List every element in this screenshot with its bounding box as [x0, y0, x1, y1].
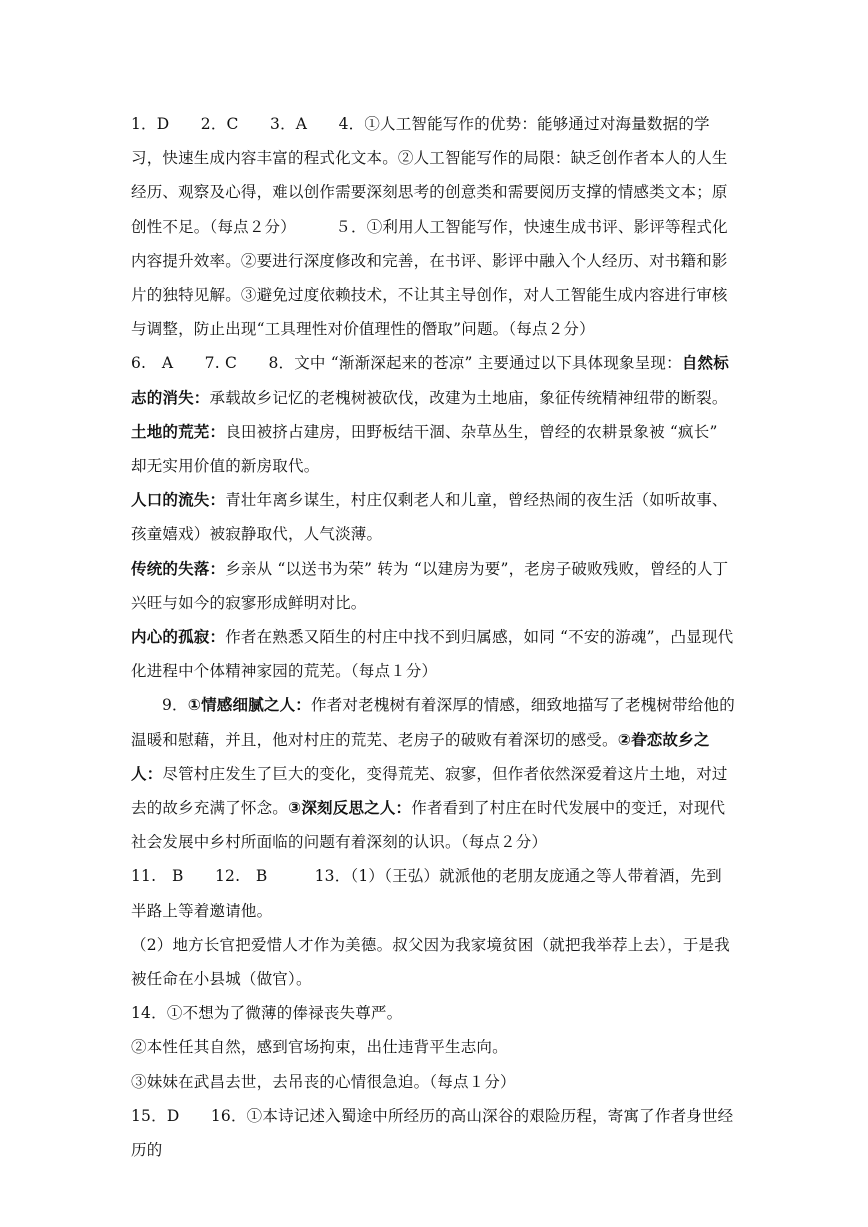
text-hometown: 尽管村庄发生了巨大的变化，变得荒芜、寂寥，但作者依然深爱着这片土地，对过去的故乡充满了怀念。 — [131, 764, 728, 818]
text-population: 青壮年离乡谋生，村庄仅剩老人和儿童，曾经热闹的夜生活（如听故事、孩童嬉戏）被寂静取代，人气淡薄。 — [131, 491, 728, 544]
answers-15-16-text: 15．D 16．①本诗记述入蜀途中所经历的高山深谷的艰险历程，寄寓了作者身世经历的 — [131, 1106, 734, 1160]
point-land — [131, 415, 737, 483]
answer-key-content — [131, 107, 737, 1167]
heading-population: 人口的流失： — [131, 491, 226, 510]
answer-14-1 — [131, 996, 737, 1030]
answers-15-16 — [131, 1099, 737, 1167]
answers-6-8-intro: 6. A 7. C 8．文中 “渐渐深起来的苍凉” 主要通过以下具体现象呈现： — [131, 354, 682, 373]
text-nature-loss: 承载故乡记忆的老槐树被砍伐，改建为土地庙，象征传统精神纽带的断裂。 — [209, 388, 728, 407]
text-reflective: 作者看到了村庄在时代发展中的变迁，对现代社会发展中乡村所面临的问题有着深刻的认识。（每点２分） — [131, 799, 726, 852]
answers-11-13-text: 11. B 12. B 13．（1）（王弘）就派他的老朋友庞通之等人带着酒，先到半路上等着邀请他。 — [131, 867, 722, 920]
heading-hometown: ②眷恋故乡之人： — [131, 730, 710, 783]
answer-14-2-text: ②本性任其自然，感到官场拘束，出仕违背平生志向。 — [131, 1038, 508, 1057]
answer-14-3-text: ③妹妹在武昌去世，去吊丧的心情很急迫。（每点１分） — [131, 1072, 516, 1091]
answer-9-number: 9． — [162, 696, 188, 715]
text-loneliness: 作者在熟悉又陌生的村庄中找不到归属感，如同 “不安的游魂”，凸显现代化进程中个体精神家园的荒芜。（每点１分） — [131, 628, 734, 681]
point-loneliness — [131, 620, 737, 688]
heading-sensitive: ①情感细腻之人： — [187, 696, 311, 715]
heading-reflective: ③深刻反思之人： — [288, 799, 412, 818]
answers-1-5-text: 1．D 2．C 3．A 4．①人工智能写作的优势：能够通过对海量数据的学习，快速生成内容丰富的程式化文本。②人工智能写作的局限：缺乏创作者本人的人生经历、观察及心得，难以创作需要深刻思考的创意类和需要阅历支撑的情感类文本；原创性不足。（每点２分） ５．①利用人工智能写作，快速生成书评、影评等程式化内容提升效率。②要进行深度修改和完善，在书评、影评中融入个人经历、对书籍和影片的独特见解。③避免过度依赖技术，不让其主导创作，对人工智能生成内容进行审核与调整，防止出现“工具理性对价值理性的僭取”问题。（每点２分） — [131, 115, 728, 339]
answers-1-5 — [131, 107, 737, 346]
answers-6-8 — [131, 346, 737, 414]
answer-13-2-text: （2）地方长官把爱惜人才作为美德。叔父因为我家境贫困（就把我举荐上去），于是我被任命在小县城（做官）。 — [131, 935, 730, 989]
text-land: 良田被挤占建房，田野板结干涸、杂草丛生，曾经的农耕景象被 “疯长” 却无实用价值的新房取代。 — [131, 422, 723, 476]
heading-loneliness: 内心的孤寂： — [131, 628, 226, 647]
heading-land: 土地的荒芜： — [131, 422, 226, 441]
text-sensitive: 作者对老槐树有着深厚的情感，细致地描写了老槐树带给他的温暖和慰藉，并且，他对村庄的荒芜、老房子的破败有着深切的感受。 — [131, 696, 735, 749]
answer-14-2 — [131, 1030, 737, 1064]
text-tradition: 乡亲从 “以送书为荣” 转为 “以建房为要”，老房子破败残败，曾经的人丁兴旺与如今的寂寥形成鲜明对比。 — [131, 559, 729, 612]
point-population — [131, 483, 737, 551]
point-tradition — [131, 552, 737, 620]
heading-tradition: 传统的失落： — [131, 559, 226, 578]
answer-13-2 — [131, 928, 737, 996]
heading-nature-loss: 自然标志的消失： — [131, 354, 729, 407]
answer-14-1-text: 14．①不想为了微薄的俸禄丧失尊严。 — [131, 1004, 403, 1023]
answer-9 — [131, 688, 737, 859]
answers-11-13 — [131, 859, 737, 927]
answer-14-3 — [131, 1065, 737, 1099]
